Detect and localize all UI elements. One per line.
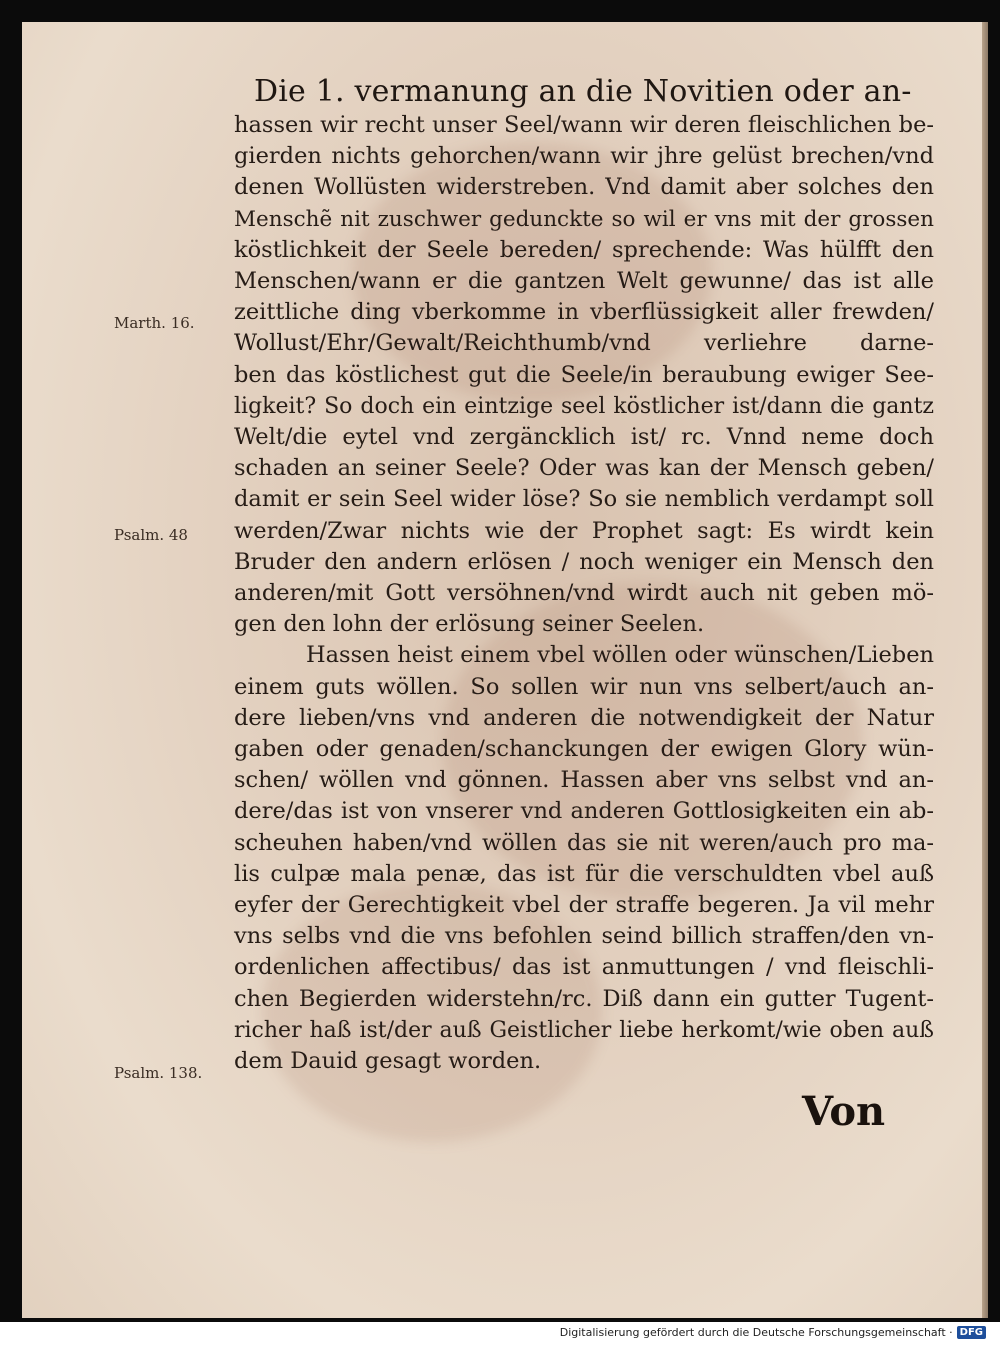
text-line: zeittliche ding vberkomme in vberflüssigkeit aller frewden/ (234, 299, 934, 326)
text-line: einem guts wöllen. So sollen wir nun vns selbert/auch an- (234, 673, 934, 700)
text-line: dere/das ist von vnserer vnd anderen Gottlosigkeiten ein ab- (234, 798, 934, 825)
running-header: Die 1. vermanung an die Novitien oder an- (254, 74, 912, 109)
catchword: Von (802, 1088, 886, 1135)
text-line: ligkeit? So doch ein eintzige seel köstlicher ist/dann die gantz (234, 393, 934, 419)
book-page (22, 22, 988, 1318)
page-edge (982, 22, 988, 1318)
dfg-logo-icon: DFG (957, 1326, 986, 1339)
text-line: anderen/mit Gott versöhnen/vnd wirdt auch nit geben mö- (234, 580, 934, 607)
footer-text: Digitalisierung gefördert durch die Deutsche Forschungsgemeinschaft · (559, 1326, 953, 1339)
text-line: gierden nichts gehorchen/wann wir jhre gelüst brechen/vnd (234, 143, 934, 170)
text-line: Welt/die eytel vnd zergäncklich ist/ rc. Vnnd neme doch (234, 424, 934, 451)
text-line: richer haß ist/der auß Geistlicher liebe herkomt/wie oben auß (234, 1017, 934, 1043)
text-line: lis culpæ mala penæ, das ist für die verschuldten vbel auß (234, 860, 934, 887)
text-line: dem Dauid gesagt worden. (234, 1048, 542, 1075)
text-line: dere lieben/vns vnd anderen die notwendigkeit der Natur (234, 704, 934, 731)
text-line: eyfer der Gerechtigkeit vbel der straffe begeren. Ja vil mehr (234, 892, 934, 919)
text-line: Menschẽ nit zuschwer gedunckte so wil er vns mit der grossen (234, 206, 934, 232)
text-line: Bruder den andern erlösen / noch weniger ein Mensch den (234, 548, 934, 575)
funding-footer (560, 1326, 986, 1339)
text-line: chen Begierden widerstehn/rc. Diß dann ein gutter Tugent- (234, 985, 934, 1012)
text-line: scheuhen haben/vnd wöllen das sie nit weren/auch pro ma- (234, 829, 934, 856)
text-line: hassen wir recht unser Seel/wann wir deren fleischlichen be- (234, 112, 934, 138)
body-text (234, 110, 934, 1077)
text-line: damit er sein Seel wider löse? So sie nemblich verdampt soll (234, 486, 934, 513)
margin-note: Psalm. 138. (114, 1064, 203, 1082)
text-line: Hassen heist einem vbel wöllen oder wünschen/Lieben (306, 642, 934, 669)
margin-note: Marth. 16. (114, 314, 195, 332)
text-line: denen Wollüsten widerstreben. Vnd damit aber solches den (234, 174, 934, 201)
text-line: werden/Zwar nichts wie der Prophet sagt: Es wirdt kein (234, 517, 934, 544)
text-line: ben das köstlichest gut die Seele/in beraubung ewiger See- (234, 361, 934, 388)
text-line: gaben oder genaden/schanckungen der ewigen Glory wün- (234, 736, 934, 763)
text-line: schaden an seiner Seele? Oder was kan der Mensch geben/ (234, 455, 934, 482)
text-line: Wollust/Ehr/Gewalt/Reichthumb/vnd verliehre darne- (234, 330, 934, 357)
margin-note: Psalm. 48 (114, 526, 188, 544)
text-line: ordenlichen affectibus/ das ist anmuttungen / vnd fleischli- (234, 954, 934, 981)
text-line: köstlichkeit der Seele bereden/ sprechende: Was hülfft den (234, 236, 934, 263)
text-line: schen/ wöllen vnd gönnen. Hassen aber vns selbst vnd an- (234, 767, 934, 794)
text-line: vns selbs vnd die vns befohlen seind billich straffen/den vn- (234, 923, 934, 950)
text-line: gen den lohn der erlösung seiner Seelen. (234, 611, 705, 638)
text-line: Menschen/wann er die gantzen Welt gewunne/ das ist alle (234, 268, 934, 295)
